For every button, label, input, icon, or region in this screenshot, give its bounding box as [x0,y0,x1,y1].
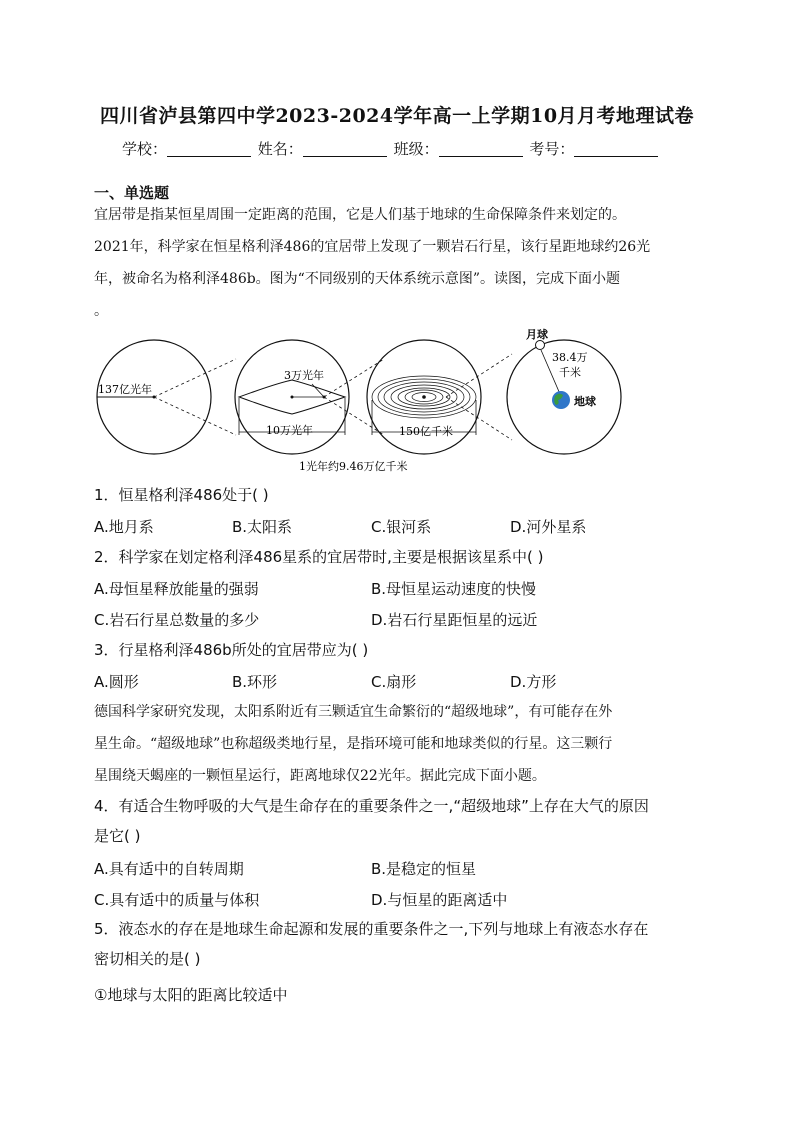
id-blank[interactable] [574,142,658,157]
figure-caption: 1光年约9.46万亿千米 [299,460,408,473]
id-label: 考号： [529,140,575,158]
distance-label: 38.4万 [552,351,588,364]
question-5-stem-line: 密切相关的是( ) [94,950,201,968]
connector-dash [324,359,384,397]
moon-label: 月球 [526,328,548,341]
universe-radius-label: 137亿光年 [98,383,152,396]
school-blank[interactable] [167,142,251,157]
celestial-systems-figure [94,324,634,476]
q2-option-c[interactable]: C.岩石行星总数量的多少 [94,611,260,629]
question-2-stem: 2．科学家在划定格利泽486星系的宜居带时,主要是根据该星系中( ) [94,548,544,566]
passage-1 [94,199,704,327]
student-info-line [122,138,660,159]
question-5-stem-line: 5．液态水的存在是地球生命起源和发展的重要条件之一,下列与地球上有液态水存在 [94,920,649,938]
passage-1-line: 2021年，科学家在恒星格利泽486的宜居带上发现了一颗岩石行星，该行星距地球约26光 [94,239,651,255]
q1-option-c[interactable]: C.银河系 [371,518,432,536]
q2-option-a[interactable]: A.母恒星释放能量的强弱 [94,580,259,598]
q1-option-b[interactable]: B.太阳系 [232,518,293,536]
solar-diameter-label: 150亿千米 [399,425,453,438]
question-1-stem: 1．恒星格利泽486处于( ) [94,486,269,504]
q4-option-a[interactable]: A.具有适中的自转周期 [94,860,244,878]
q4-option-c[interactable]: C.具有适中的质量与体积 [94,891,260,909]
passage-1-line: 。 [94,303,108,319]
section-heading: 一、单选题 [94,184,170,202]
q2-option-b[interactable]: B.母恒星运动速度的快慢 [371,580,537,598]
q5-item-1: ①地球与太阳的距离比较适中 [94,986,288,1004]
connector-dash [154,397,236,435]
q3-option-a[interactable]: A.圆形 [94,673,139,691]
moon-icon [536,341,545,350]
name-blank[interactable] [303,142,387,157]
passage-2-line: 星生命。“超级地球”也称超级类地行星，是指环境可能和地球类似的行星。这三颗行 [94,736,613,752]
q1-option-d[interactable]: D.河外星系 [510,518,587,536]
galaxy-thickness-label: 3万光年 [284,369,324,382]
connector-dash [446,354,512,397]
class-blank[interactable] [439,142,523,157]
passage-2-line: 德国科学家研究发现，太阳系附近有三颗适宜生命繁衍的“超级地球”，有可能存在外 [94,704,613,720]
question-4-stem-line: 是它( ) [94,827,141,845]
school-label: 学校： [122,140,168,158]
exam-title: 四川省泸县第四中学2023-2024学年高一上学期10月月考地理试卷 [99,105,695,127]
name-label: 姓名： [257,140,303,158]
earth-label: 地球 [574,395,596,408]
question-4-stem [94,791,704,851]
connector-dash [154,359,236,397]
q3-option-d[interactable]: D.方形 [510,673,557,691]
class-label: 班级： [393,140,439,158]
q4-option-d[interactable]: D.与恒星的距离适中 [371,891,508,909]
passage-2-line: 星围绕天蝎座的一颗恒星运行，距离地球仅22光年。据此完成下面小题。 [94,768,546,784]
question-5-stem [94,914,704,974]
q3-option-c[interactable]: C.扇形 [371,673,417,691]
q2-option-d[interactable]: D.岩石行星距恒星的远近 [371,611,538,629]
q1-option-a[interactable]: A.地月系 [94,518,154,536]
q4-option-b[interactable]: B.是稳定的恒星 [371,860,477,878]
passage-2 [94,696,704,792]
passage-1-line: 宜居带是指某恒星周围一定距离的范围，它是人们基于地球的生命保障条件来划定的。 [94,207,626,223]
distance-unit-label: 千米 [559,366,581,379]
question-3-stem: 3．行星格利泽486b所处的宜居带应为( ) [94,641,369,659]
q3-option-b[interactable]: B.环形 [232,673,278,691]
connector-dash [446,397,512,440]
question-4-stem-line: 4．有适合生物呼吸的大气是生命存在的重要条件之一,“超级地球”上存在大气的原因 [94,797,649,815]
galaxy-diameter-label: 10万光年 [266,424,313,437]
connector-dash [324,397,384,435]
passage-1-line: 年，被命名为格利泽486b。图为“不同级别的天体系统示意图”。读图，完成下面小题 [94,271,620,287]
sun-dot [422,395,426,399]
